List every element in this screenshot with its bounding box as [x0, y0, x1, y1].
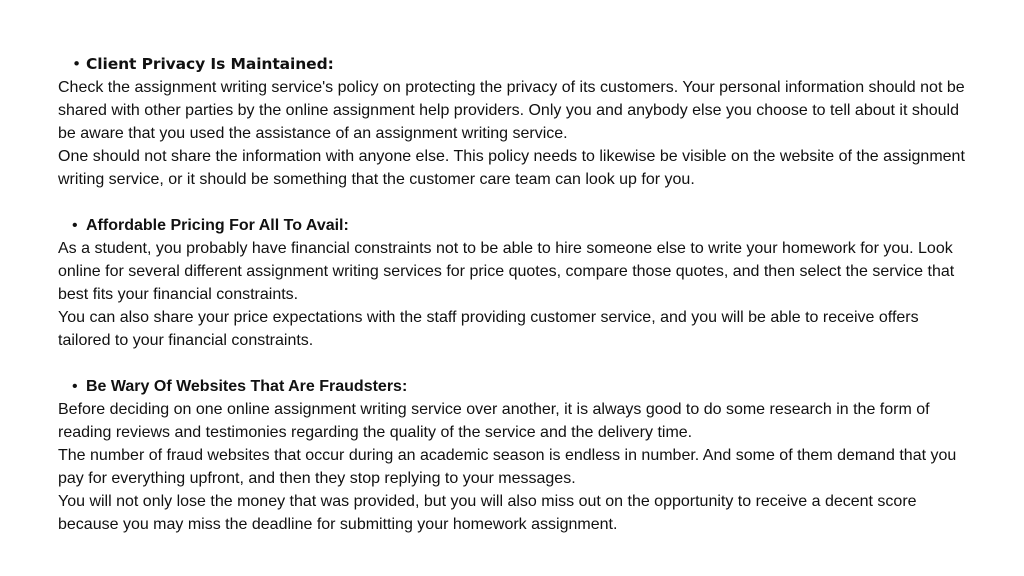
section-heading-text: Be Wary Of Websites That Are Fraudsters: — [86, 378, 408, 395]
section-client-privacy — [58, 53, 968, 191]
paragraph: You will not only lose the money that was provided, but you will also miss out on the opportunity to receive a decent score because you may miss the deadline for submitting your homework assignment. — [58, 493, 917, 533]
bullet-icon: • — [72, 378, 78, 395]
document-body — [58, 53, 968, 536]
section-heading-text: Client Privacy Is Maintained: — [86, 55, 334, 73]
paragraph: You can also share your price expectations with the staff providing customer service, and you will be able to receive offers tailored to your financial constraints. — [58, 309, 919, 349]
section-heading — [58, 214, 968, 237]
paragraph: Before deciding on one online assignment writing service over another, it is always good to do some research in the form of reading reviews and testimonies regarding the quality of the service and the delivery time. — [58, 401, 930, 441]
bullet-icon: • — [72, 217, 78, 234]
paragraph: The number of fraud websites that occur during an academic season is endless in number. And some of them demand that you pay for everything upfront, and then they stop replying to your messages. — [58, 447, 957, 487]
bullet-icon: • — [72, 55, 82, 73]
section-fraud-websites — [58, 375, 968, 536]
paragraph: One should not share the information with anyone else. This policy needs to likewise be visible on the website of the assignment writing service, or it should be something that the customer care team can look up for you. — [58, 148, 965, 188]
section-heading — [58, 53, 968, 76]
section-heading-text: Affordable Pricing For All To Avail: — [86, 217, 349, 234]
paragraph: Check the assignment writing service's policy on protecting the privacy of its customers. Your personal information should not be shared with other parties by the online assignment help providers. Only you and anybody else you choose to tell about it should be aware that you used the assistance of an assignment writing service. — [58, 79, 965, 142]
paragraph: As a student, you probably have financial constraints not to be able to hire someone else to write your homework for you. Look online for several different assignment writing services for price quotes, compare those quotes, and then select the service that best fits your financial constraints. — [58, 240, 955, 303]
section-affordable-pricing — [58, 214, 968, 352]
section-heading — [58, 375, 968, 398]
